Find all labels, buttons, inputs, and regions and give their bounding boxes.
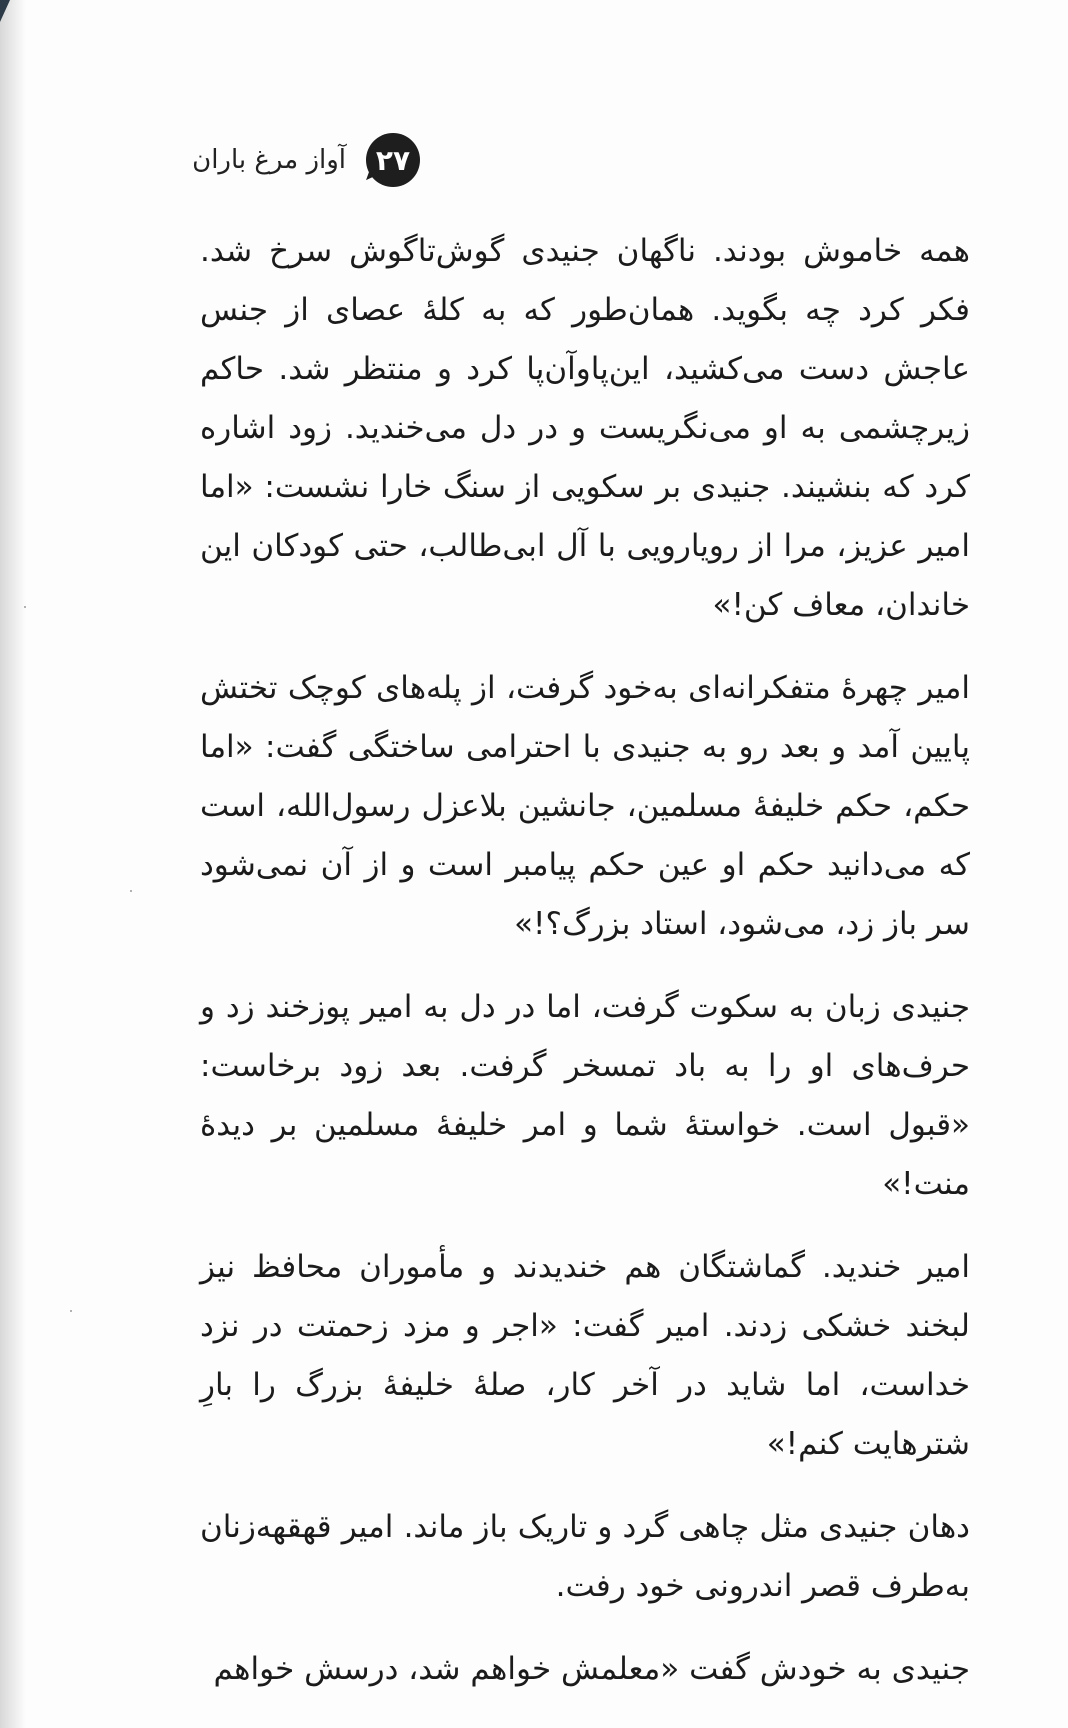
paragraph: همه خاموش بودند. ناگهان جنیدی گوش‌تاگوش سرخ شد. فکر کرد چه بگوید. همان‌طور که به کلهٔ عصای از جنس عاجش دست می‌کشید، این‌پاوآن‌پا کرد و منتظر شد. حاکم زیرچشمی به او می‌نگریست و در دل می‌خندید. زود اشاره کرد که بنشیند. جنیدی بر سکویی از سنگ خارا نشست: «اما امیر عزیز، مرا از رویارویی با آل ابی‌طالب، حتی کودکان این خاندان، معاف کن!» xyxy=(200,233,970,623)
corner-mark xyxy=(0,0,10,22)
paragraph: جنیدی به خودش گفت «معلمش خواهم شد، درسش خواهم xyxy=(213,1651,970,1687)
paragraph: جنیدی زبان به سکوت گرفت، اما در دل به امیر پوزخند زد و حرف‌های او را به باد تمسخر گرفت. بعد زود برخاست: «قبول است. خواستهٔ شما و امر خلیفهٔ مسلمین بر دیدهٔ منت!» xyxy=(200,989,970,1202)
paragraph: امیر خندید. گماشتگان هم خندیدند و مأموران محافظ نیز لبخند خشکی زدند. امیر گفت: «اجر و مزد زحمتت در نزد خداست، اما شاید در آخر کار، صلهٔ خلیفهٔ بزرگ را بارِ شترهایت کنم!» xyxy=(200,1249,970,1462)
paper-speck xyxy=(70,1310,72,1312)
paper-speck xyxy=(24,606,26,608)
paragraph: امیر چهرهٔ متفکرانه‌ای به‌خود گرفت، از پله‌های کوچک تختش پایین آمد و بعد رو به جنیدی با احترامی ساختگی گفت: «اما حکم، حکم خلیفهٔ مسلمین، جانشین بلاعزل رسول‌الله، است که می‌دانید حکم او عین حکم پیامبر است و از آن نمی‌شود سر باز زد، می‌شود، استاد بزرگ؟!» xyxy=(200,670,970,942)
paper-speck xyxy=(130,890,132,892)
page-number: ۲۷ xyxy=(375,143,411,177)
book-title: آواز مرغ باران xyxy=(192,145,346,175)
paragraph: دهان جنیدی مثل چاهی گرد و تاریک باز ماند. امیر قهقهه‌زنان به‌طرف قصر اندرونی خود رفت. xyxy=(200,1509,970,1604)
body-text xyxy=(200,222,970,1699)
page-edge-shadow xyxy=(0,0,26,1728)
running-head xyxy=(192,128,420,192)
page-number-badge xyxy=(366,133,420,187)
